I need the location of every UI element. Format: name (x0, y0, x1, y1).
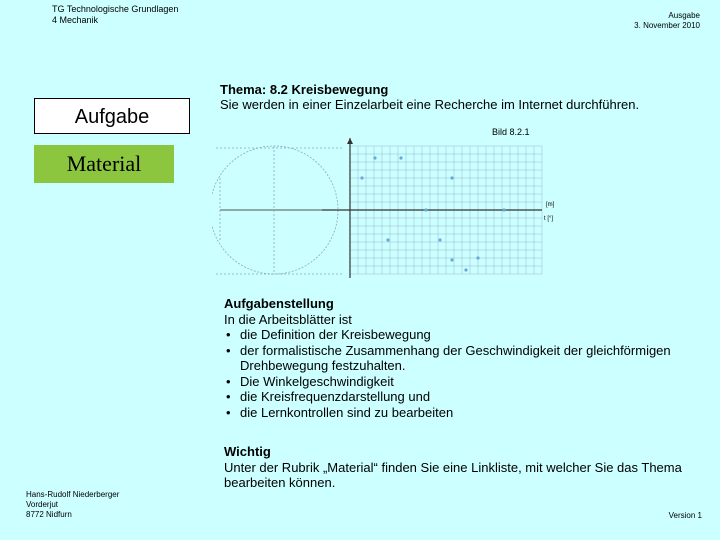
aufgabe-label: Aufgabe (34, 98, 190, 134)
sample-point (502, 208, 505, 211)
course-chapter: 4 Mechanik (52, 15, 99, 25)
circular-motion-figure (212, 138, 564, 280)
topic-block (220, 82, 700, 112)
sample-point (399, 156, 402, 159)
material-button[interactable]: Material (34, 145, 174, 183)
author-city: 8772 Nidfurn (26, 510, 72, 519)
topic-title: Thema: 8.2 Kreisbewegung (220, 82, 389, 97)
course-header (52, 4, 178, 26)
topic-subtitle: Sie werden in einer Einzelarbeit eine Recherche im Internet durchführen. (220, 97, 640, 112)
task-intro: In die Arbeitsblätter ist (224, 311, 352, 327)
sample-point (438, 238, 441, 241)
list-item: • die Kreisfrequenzdarstellung und (224, 389, 694, 405)
sample-point (450, 176, 453, 179)
author-name: Hans-Rudolf Niederberger (26, 490, 120, 499)
important-block (224, 444, 694, 491)
list-item: • der formalistische Zusammenhang der Geschwindigkeit der gleichförmigen Drehbewegung festzuhalten. (224, 343, 694, 374)
author-address (26, 490, 119, 520)
sample-point (424, 208, 427, 211)
sample-point (386, 238, 389, 241)
course-title: TG Technologische Grundlagen (52, 4, 179, 14)
edition-date: 3. November 2010 (634, 21, 700, 30)
edition-header (634, 11, 700, 31)
important-heading: Wichtig (224, 444, 271, 459)
y-axis-arrow (347, 138, 353, 144)
chart-axes (322, 138, 542, 278)
list-item: • Die Winkelgeschwindigkeit (224, 374, 694, 390)
figure-caption: Bild 8.2.1 (492, 127, 530, 137)
edition-label: Ausgabe (668, 11, 700, 20)
axis-label-t: t [°] (544, 216, 554, 222)
sample-point (373, 156, 376, 159)
sample-point (464, 268, 467, 271)
author-street: Vorderjut (26, 500, 59, 509)
list-item: • die Lernkontrollen sind zu bearbeiten (224, 405, 694, 421)
version-label: Version 1 (668, 511, 702, 520)
task-list (224, 327, 694, 420)
task-heading: Aufgabenstellung (224, 296, 334, 311)
important-text: Unter der Rubrik „Material“ finden Sie eine Linkliste, mit welcher Sie das Thema bearbeiten können. (224, 459, 682, 490)
sample-point (360, 176, 363, 179)
axis-label-m: [m] (546, 202, 555, 208)
task-block (224, 296, 694, 420)
list-item: • die Definition der Kreisbewegung (224, 327, 694, 343)
sample-point (450, 258, 453, 261)
sample-point (476, 256, 479, 259)
